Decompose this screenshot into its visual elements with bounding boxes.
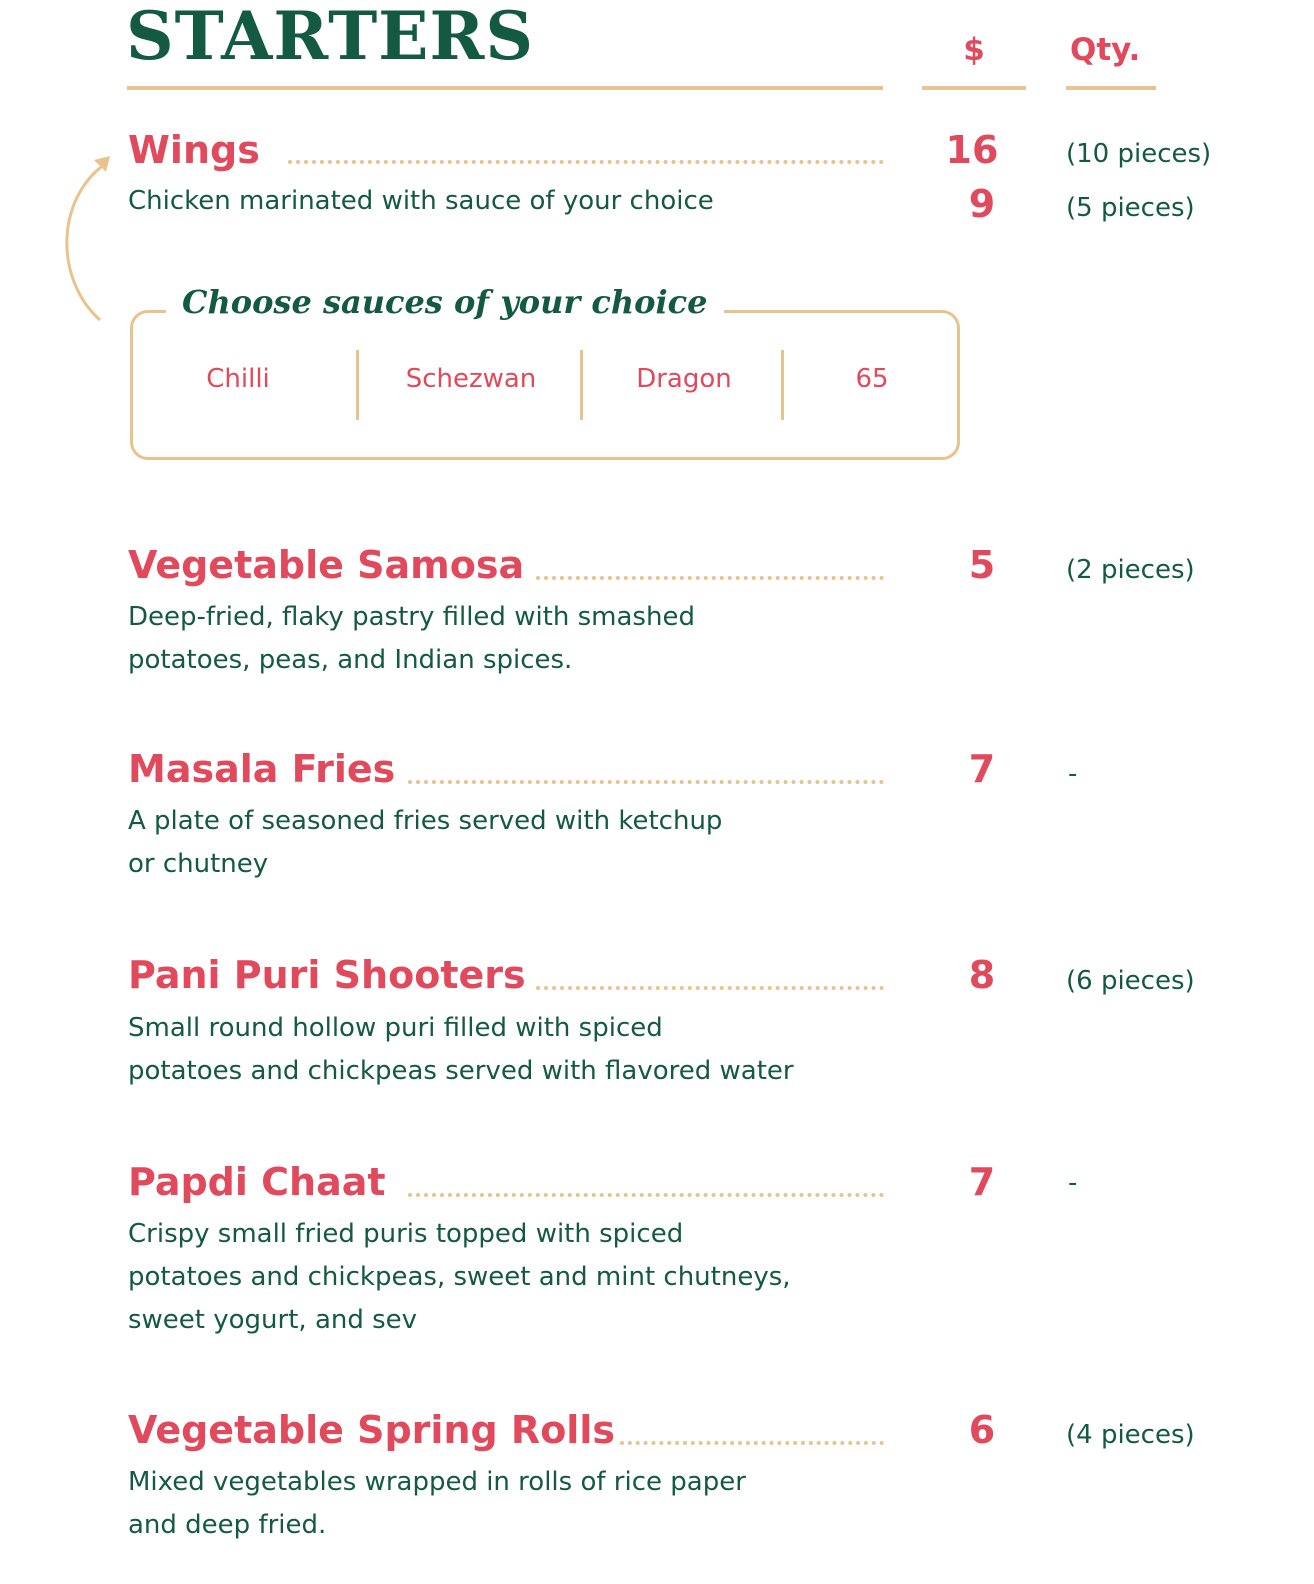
sauce-option-dragon: Dragon [636, 364, 732, 394]
item-desc-line: and deep fried. [128, 1510, 327, 1540]
curved-arrow-icon [50, 150, 120, 330]
price-underline [922, 86, 1026, 90]
leader-dots [408, 1193, 884, 1197]
item-name-vegetable-spring-rolls: Vegetable Spring Rolls [128, 1408, 615, 1452]
item-desc-line: Mixed vegetables wrapped in rolls of rice paper [128, 1467, 746, 1497]
item-name-wings: Wings [128, 128, 260, 172]
leader-dots [408, 780, 884, 784]
price-column-header: $ [963, 32, 985, 68]
item-name-pani-puri-shooters: Pani Puri Shooters [128, 953, 526, 997]
item-name-vegetable-samosa: Vegetable Samosa [128, 543, 525, 587]
item-qty-pani-puri-shooters: (6 pieces) [1066, 966, 1195, 996]
item-price-masala-fries: 7 [968, 747, 996, 791]
sauce-divider [356, 350, 359, 420]
item-desc-line: Small round hollow puri filled with spiced [128, 1013, 663, 1043]
item-price-vegetable-spring-rolls: 6 [968, 1408, 996, 1452]
title-underline [127, 86, 883, 90]
leader-dots [620, 1441, 884, 1445]
sauce-option-schezwan: Schezwan [405, 364, 537, 394]
item-name-papdi-chaat: Papdi Chaat [128, 1160, 386, 1204]
item-desc-line: Crispy small fried puris topped with spiced [128, 1219, 684, 1249]
leader-dots [536, 576, 884, 580]
item-qty-vegetable-samosa: (2 pieces) [1066, 555, 1195, 585]
item-price-pani-puri-shooters: 8 [968, 953, 996, 997]
sauce-divider [580, 350, 583, 420]
item-desc-line: potatoes, peas, and Indian spices. [128, 645, 573, 675]
item-desc-line: Deep-fried, flaky pastry filled with smashed [128, 602, 695, 632]
item-qty-wings-10: (10 pieces) [1066, 139, 1212, 169]
section-title: STARTERS [126, 0, 534, 75]
item-price-wings-10: 16 [945, 128, 999, 172]
sauce-box-title: Choose sauces of your choice [166, 280, 724, 324]
item-name-masala-fries: Masala Fries [128, 747, 396, 791]
item-desc-line: potatoes and chickpeas served with flavored water [128, 1056, 794, 1086]
sauce-divider [781, 350, 784, 420]
item-desc-line: or chutney [128, 849, 269, 879]
qty-column-header: Qty. [1070, 32, 1141, 68]
sauce-option-chilli: Chilli [206, 364, 270, 394]
item-desc-wings: Chicken marinated with sauce of your choice [128, 186, 714, 216]
item-price-vegetable-samosa: 5 [968, 543, 996, 587]
item-qty-masala-fries: - [1068, 759, 1078, 789]
item-qty-papdi-chaat: - [1068, 1168, 1078, 1198]
item-price-papdi-chaat: 7 [968, 1160, 996, 1204]
sauce-option-65: 65 [855, 364, 889, 394]
item-desc-line: A plate of seasoned fries served with ketchup [128, 806, 723, 836]
item-qty-wings-5: (5 pieces) [1066, 193, 1195, 223]
qty-underline [1066, 86, 1156, 90]
item-desc-line: potatoes and chickpeas, sweet and mint chutneys, [128, 1262, 791, 1292]
item-price-wings-5: 9 [968, 182, 996, 226]
item-desc-line: sweet yogurt, and sev [128, 1305, 418, 1335]
item-qty-vegetable-spring-rolls: (4 pieces) [1066, 1420, 1195, 1450]
leader-dots [536, 986, 884, 990]
leader-dots [288, 160, 884, 164]
